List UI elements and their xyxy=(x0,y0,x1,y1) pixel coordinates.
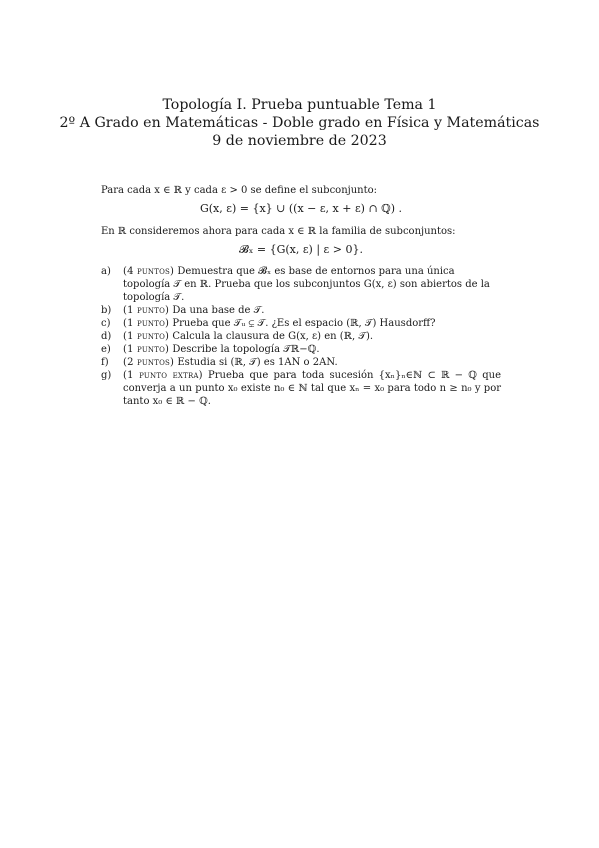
item-label: c) xyxy=(101,318,111,329)
item-points: (4 puntos) xyxy=(123,266,175,277)
exercise-item-g xyxy=(101,369,501,408)
item-text: Describe la topología 𝒯ℝ−ℚ. xyxy=(172,344,320,355)
item-points: (1 punto) xyxy=(123,305,170,316)
item-label: f) xyxy=(101,357,109,368)
item-text: Prueba que 𝒯ᵤ ⊊ 𝒯. ¿Es el espacio (ℝ, 𝒯) Hausdorff? xyxy=(172,318,436,329)
exam-title: Topología I. Prueba puntuable Tema 1 xyxy=(162,97,437,113)
item-label: e) xyxy=(101,344,111,355)
item-points: (1 punto extra) xyxy=(123,370,203,381)
exercise-item-f xyxy=(101,356,501,369)
exam-date: 9 de noviembre de 2023 xyxy=(212,133,387,149)
definition-equation: G(x, ε) = {x} ∪ ((x − ε, x + ε) ∩ ℚ) . xyxy=(199,202,403,215)
item-text: Calcula la clausura de G(x, ε) en (ℝ, 𝒯). xyxy=(172,331,374,342)
item-text: Estudia si (ℝ, 𝒯) es 1AN o 2AN. xyxy=(177,357,338,368)
item-points: (1 punto) xyxy=(123,344,170,355)
exercise-item-c xyxy=(101,317,501,330)
item-points: (1 punto) xyxy=(123,318,170,329)
item-label: g) xyxy=(101,370,112,381)
item-text: Da una base de 𝒯. xyxy=(172,305,265,316)
item-text: Demuestra que 𝓑ₓ es base de entornos para una única topología 𝒯 en ℝ. Prueba que los subconjuntos G(x, ε) son abiertos de la topología 𝒯. xyxy=(123,266,490,303)
intro-paragraph-2: En ℝ consideremos ahora para cada x ∈ ℝ la familia de subconjuntos: xyxy=(101,226,456,237)
item-text: Prueba que para toda sucesión {xₙ}ₙ∈ℕ ⊂ ℝ − ℚ que converja a un punto x₀ existe n₀ ∈ ℕ tal que xₙ = x₀ para todo n ≥ n₀ y por tanto x₀ ∈ ℝ − ℚ. xyxy=(123,370,501,407)
item-label: a) xyxy=(101,266,111,277)
exercise-item-a xyxy=(101,265,501,304)
item-points: (1 punto) xyxy=(123,331,170,342)
exam-subtitle: 2º A Grado en Matemáticas - Doble grado en Física y Matemáticas xyxy=(59,115,540,131)
family-equation: 𝓑ₓ = {G(x, ε) | ε > 0}. xyxy=(239,243,363,256)
exercise-item-e xyxy=(101,343,501,356)
item-label: d) xyxy=(101,331,112,342)
exercise-item-b xyxy=(101,304,501,317)
exercise-item-d xyxy=(101,330,501,343)
exam-body xyxy=(101,184,501,408)
exercise-list xyxy=(101,265,501,408)
intro-paragraph-1: Para cada x ∈ ℝ y cada ε > 0 se define el subconjunto: xyxy=(101,185,378,196)
item-points: (2 puntos) xyxy=(123,357,175,368)
exam-header xyxy=(0,96,599,150)
item-label: b) xyxy=(101,305,112,316)
